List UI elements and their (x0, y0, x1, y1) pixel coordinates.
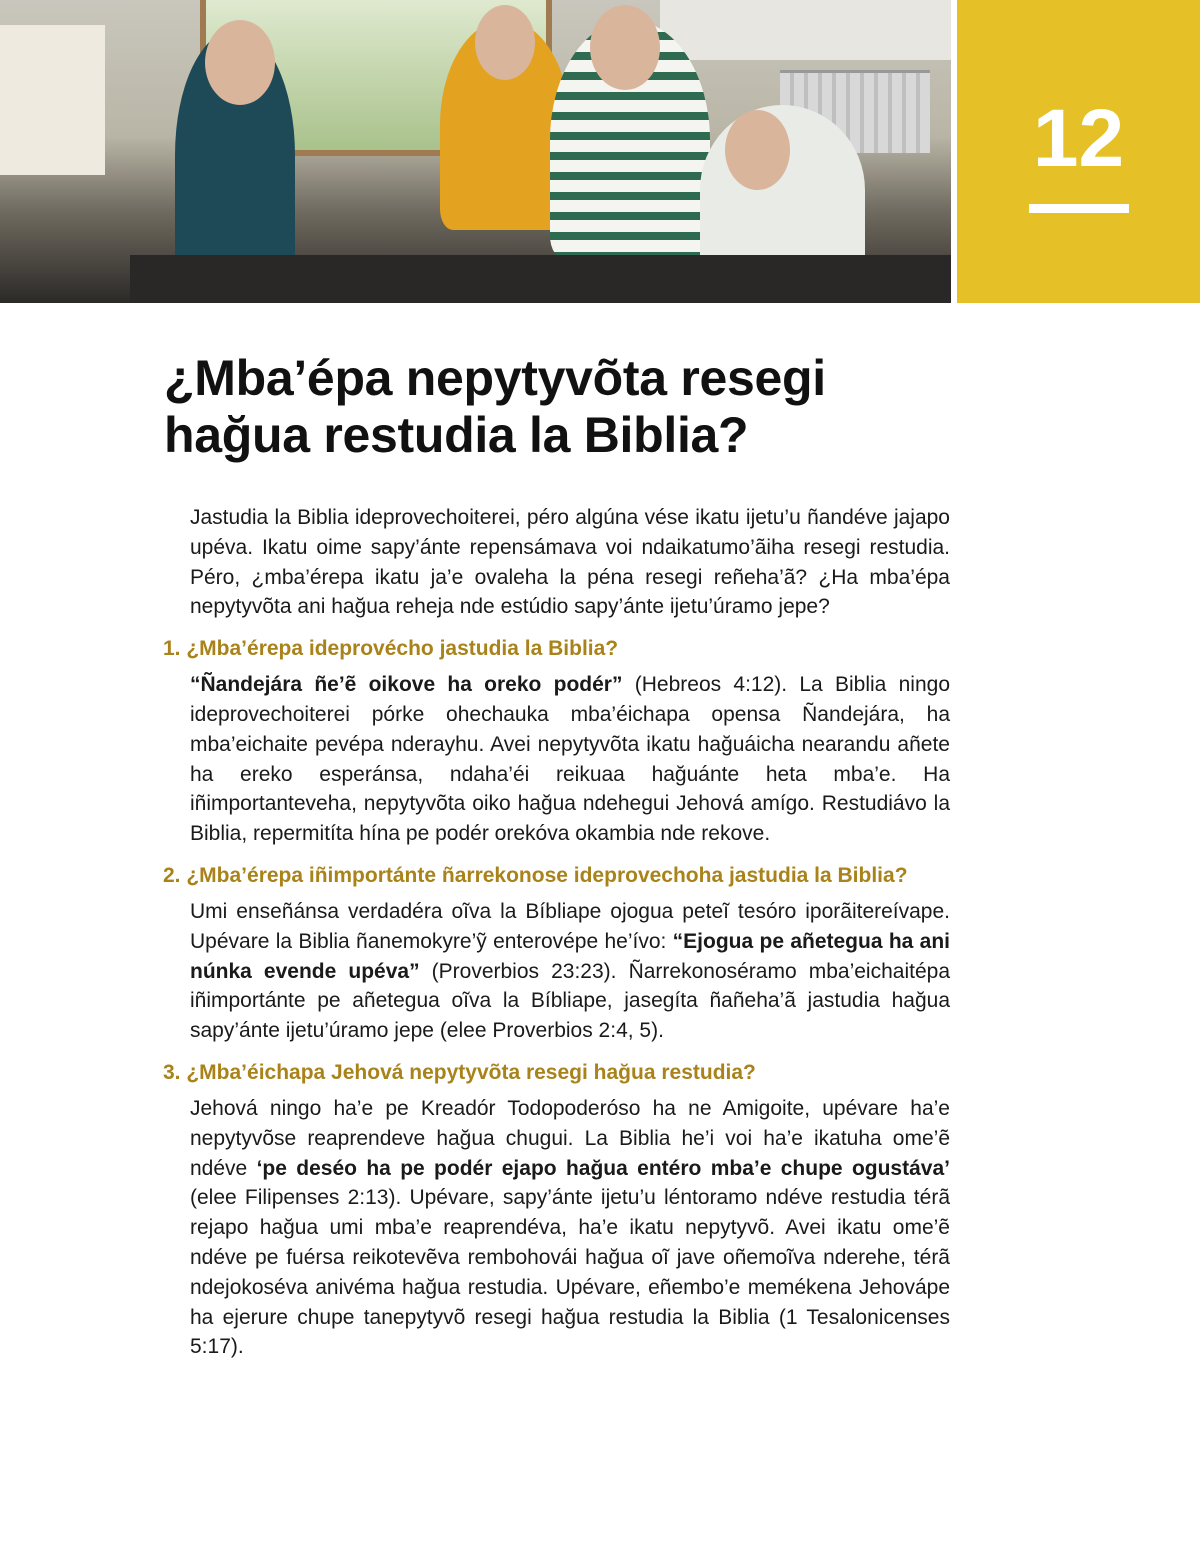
text: Umi enseñánsa verdadéra oĩva la Bíbliape ojogua peteĩ tesóro iporãitereívape. Upévare la Biblia ñanemokyre’ỹ enterovépe he’ívo: (190, 899, 950, 953)
scripture-quote: “Ejogua pe añetegua ha ani núnka evende upéva” (190, 929, 950, 983)
scripture-quote: “Ñandejára ñe’ẽ oikove ha oreko podér” (190, 673, 623, 697)
head (725, 110, 790, 190)
text: (Proverbios 23:23). Ñarrekonoséramo mba’eichaitépa iñimportánte pe añetegua oĩva la Bíbliape, jasegíta ñañeha’ã jastudia hağua sapy’ánte ijetu’úramo jepe (elee Proverbios 2:4, 5). (190, 959, 950, 1043)
section-heading: 1. ¿Mba’érepa ideprovécho jastudia la Biblia? (163, 637, 619, 661)
intro-paragraph: Jastudia la Biblia ideprovechoiterei, péro algúna vése ikatu ijetu’u ñandéve jajapo upéva. Ikatu oime sapy’ánte repensámava voi ndaikatumo’ãiha resegi restudia. Péro, ¿mba’érepa ikatu ja’e ovaleha la péna resegi reñeha’ã? ¿Ha mba’épa nepytyvõta ani hağua reheja nde estúdio sapy’ánte ijetu’úramo jepe? (190, 506, 950, 619)
section-paragraph (190, 1094, 950, 1362)
chapter-number: 12 (1032, 93, 1125, 184)
lesson-content (163, 503, 950, 1362)
head (205, 20, 275, 105)
section-paragraph (190, 897, 950, 1046)
text: (Hebreos 4:12). La Biblia ningo ideprovechoiterei pórke ohechauka mba’éichapa opensa Ñandejára, ha mba’eichaite pevépa nderayhu. Avei nepytyvõta ikatu hağuáicha nearandu añete ha ereko esperánsa, ndaha’éi reikuaa hağuánte heta mba’e. Ha iñimportanteveha, nepytyvõta oiko hağua ndehegui Jehová amígo. Restudiávo la Biblia, repermitíta hína pe podér orekóva okambia nde rekove. (190, 673, 951, 846)
section-heading: 3. ¿Mba’éichapa Jehová nepytyvõta resegi hağua restudia? (163, 1060, 756, 1084)
child-drawing (0, 25, 105, 175)
scripture-quote: ‘pe deséo ha pe podér ejapo hağua entéro mba’e chupe ogustáva’ (256, 1156, 950, 1180)
kitchen-counter (130, 255, 951, 303)
title-line-2: hağua restudia la Biblia? (164, 407, 749, 463)
page-title (164, 350, 924, 464)
title-line-1: ¿Mba’épa nepytyvõta resegi (164, 350, 826, 406)
chapter-badge (957, 0, 1200, 303)
family-bible-study-photo (0, 0, 951, 303)
text: (elee Filipenses 2:13). Upévare, sapy’ánte ijetu’u léntoramo ndéve restudia térã rejapo hağua umi mba’e reaprendéva, ha’e ikatu nepytyvõ. Avei ikatu ome’ẽ ndéve pe fuérsa reikotevẽva rembohovái hağua oĩ jave oñemoĩva nderehe, térã ndejokoséva anivéma hağua restudia. Upévare, eñembo’e memékena Jehovápe ha ejerure chupe tanepytyvõ resegi hağua restudia la Biblia (1 Tesalonicenses 5:17). (190, 1186, 950, 1359)
chapter-underline (1029, 204, 1129, 213)
text: Jehová ningo ha’e pe Kreadór Todopoderóso ha ne Amigoite, upévare ha’e nepytyvõse reaprendeve hağua chugui. La Biblia he’i voi ha’e ikatuha ome’ẽ ndéve (190, 1096, 950, 1180)
head (590, 5, 660, 90)
head (475, 5, 535, 80)
section-paragraph (190, 670, 950, 849)
section-heading: 2. ¿Mba’érepa iñimportánte ñarrekonose ideprovechoha jastudia la Biblia? (163, 863, 908, 887)
kitchen-cabinet (660, 0, 951, 60)
